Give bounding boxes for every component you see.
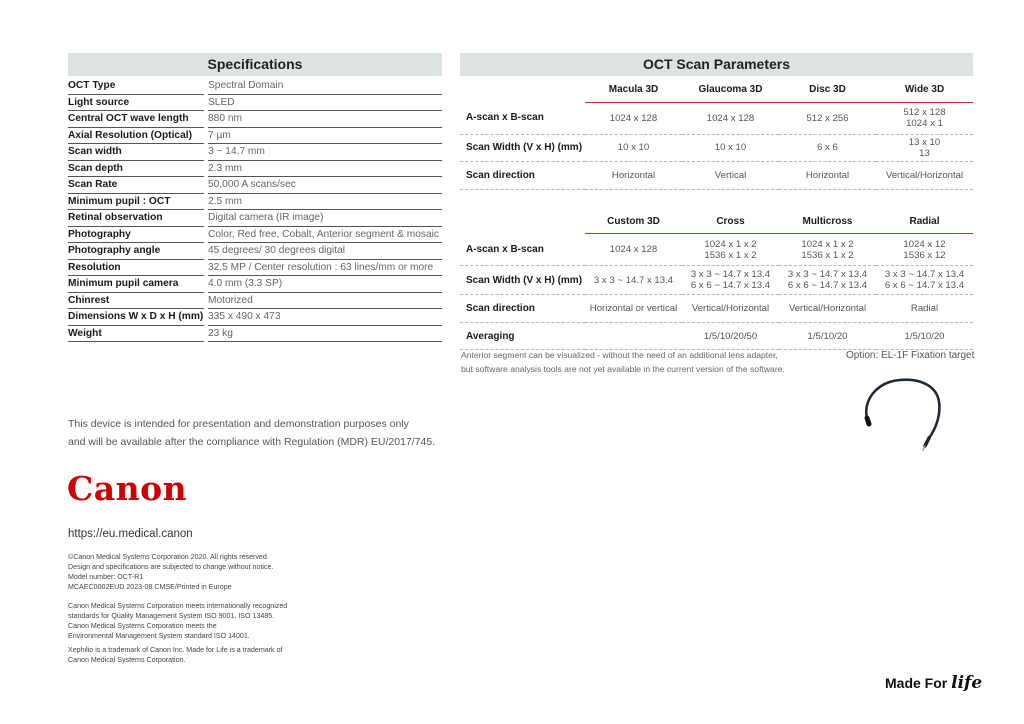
oct-table-line-scans (460, 210, 973, 351)
regulatory-disclaimer (68, 415, 435, 451)
row-label: Scan direction (460, 295, 585, 323)
table-row (460, 266, 973, 295)
iso-line: Canon Medical Systems Corporation meets the (68, 622, 217, 630)
cell-line: 3 x 3 ~ 14.7 x 13.4 (884, 269, 965, 280)
table-cell (585, 234, 682, 266)
tagline-life: life (951, 673, 983, 693)
spec-label: Axial Resolution (Optical) (68, 128, 204, 145)
anterior-segment-note (461, 349, 801, 376)
spec-value: 880 nm (208, 111, 442, 128)
cell-line: Vertical (714, 169, 747, 181)
spec-row (68, 227, 442, 244)
spec-value: Spectral Domain (208, 78, 442, 95)
table-cell (585, 134, 682, 161)
spec-label: Scan width (68, 144, 204, 161)
trademark-block (68, 645, 283, 665)
table-row (460, 161, 973, 189)
row-label: A-scan x B-scan (460, 102, 585, 134)
header-blank-cell (460, 210, 585, 234)
column-header: Glaucoma 3D (682, 78, 779, 102)
spec-value: 2.3 mm (208, 161, 442, 178)
spec-row (68, 293, 442, 310)
cell-line: 13 x 10 (908, 136, 941, 148)
column-header: Cross (682, 210, 779, 234)
spec-row (68, 128, 442, 145)
table-cell (779, 134, 876, 161)
cell-line: 6 x 6 ~ 14.7 x 13.4 (787, 280, 868, 291)
cell-line: 13 (919, 147, 930, 159)
spec-label: Retinal observation (68, 210, 204, 227)
canon-logo: Canon (67, 469, 188, 508)
cell-line: Horizontal or vertical (589, 303, 678, 314)
cell-line: 1/5/10/20/50 (703, 330, 758, 342)
copyright-line: ©Canon Medical Systems Corporation 2020. All rights reserved. (68, 553, 269, 561)
spec-label: Resolution (68, 260, 204, 277)
spec-value: 50,000 A scans/sec (208, 177, 442, 194)
cell-line: 1024 x 128 (609, 244, 658, 255)
note-line: Anterior segment can be visualized - without the need of an additional lens adapter, (461, 350, 778, 360)
spec-value: 7 µm (208, 128, 442, 145)
cell-line: 1024 x 1 x 2 (704, 238, 757, 250)
table-row (460, 134, 973, 161)
copyright-line: Model number: OCT-R1 (68, 573, 144, 581)
iso-line: standards for Quality Management System ISO 9001, ISO 13485. (68, 612, 275, 620)
oct-table-3d-scans (460, 78, 973, 190)
table-cell (682, 161, 779, 189)
table-cell (779, 323, 876, 350)
spec-label: Scan Rate (68, 177, 204, 194)
spec-value: Color, Red free, Cobalt, Anterior segment & mosaic (208, 227, 442, 244)
cell-line: 10 x 10 (617, 142, 650, 153)
row-label: Scan Width (V x H) (mm) (460, 134, 585, 161)
spec-label: Light source (68, 95, 204, 112)
spec-label: Photography angle (68, 243, 204, 260)
spec-label: Chinrest (68, 293, 204, 310)
cell-line: 3 x 3 ~ 14.7 x 13.4 (593, 274, 674, 286)
trademark-line: Canon Medical Systems Corporation. (68, 656, 186, 664)
column-header: Custom 3D (585, 210, 682, 234)
table-cell (682, 234, 779, 266)
specifications-list (68, 78, 442, 342)
made-for-life-tagline (885, 673, 982, 693)
disclaimer-line: and will be available after the compliance with Regulation (MDR) EU/2017/745. (68, 436, 436, 448)
header-blank-cell (460, 78, 585, 102)
copyright-block (68, 552, 273, 592)
table-cell (876, 266, 973, 295)
cell-line: 1024 x 128 (609, 112, 658, 124)
option-fixation-target: Option: EL-1F Fixation target (846, 350, 975, 361)
spec-label: Scan depth (68, 161, 204, 178)
cell-line: 1536 x 1 x 2 (704, 249, 757, 261)
table-header-row (460, 78, 973, 102)
cell-line: 3 x 3 ~ 14.7 x 13.4 (690, 269, 771, 280)
spec-value: SLED (208, 95, 442, 112)
copyright-line: Design and specifications are subjected to change without notice. (68, 563, 274, 571)
table-cell (682, 266, 779, 295)
cell-line: 10 x 10 (714, 142, 747, 153)
column-header: Radial (876, 210, 973, 234)
note-line: but software analysis tools are not yet available in the current version of the software. (461, 363, 785, 374)
copyright-line: MCAEC0002EUD 2023-08 CMSE/Printed in Europe (68, 583, 232, 591)
spec-row (68, 144, 442, 161)
spec-label: Weight (68, 326, 204, 343)
table-cell (779, 266, 876, 295)
table-cell (876, 323, 973, 350)
spec-row (68, 161, 442, 178)
cell-line: 3 x 3 ~ 14.7 x 13.4 (787, 269, 868, 280)
cell-line: 1536 x 1 x 2 (801, 249, 854, 261)
table-cell (682, 295, 779, 323)
cell-line: Vertical/Horizontal (885, 169, 964, 181)
spec-value: 4.0 mm (3.3 SP) (208, 276, 442, 293)
spec-value: 2.5 mm (208, 194, 442, 211)
specifications-title: Specifications (68, 53, 442, 76)
row-label: A-scan x B-scan (460, 234, 585, 266)
cell-line: 1024 x 1 x 2 (801, 238, 854, 250)
column-header: Wide 3D (876, 78, 973, 102)
cell-line: 6 x 6 ~ 14.7 x 13.4 (884, 280, 965, 291)
table-row (460, 102, 973, 134)
table-row (460, 295, 973, 323)
spec-row (68, 326, 442, 343)
cell-line: 512 x 128 (903, 107, 946, 118)
column-header: Disc 3D (779, 78, 876, 102)
iso-standards-block (68, 601, 287, 641)
spec-label: Minimum pupil : OCT (68, 194, 204, 211)
website-url[interactable]: https://eu.medical.canon (68, 528, 193, 540)
table-cell (779, 295, 876, 323)
oct-scan-parameters-section (460, 53, 973, 350)
table-cell (779, 161, 876, 189)
oct-scan-parameters-title: OCT Scan Parameters (460, 53, 973, 76)
specifications-section (68, 53, 442, 342)
cell-line: 6 x 6 (817, 142, 838, 153)
cell-line: 1024 x 12 (903, 238, 946, 250)
table-cell (682, 134, 779, 161)
cell-line: Horizontal (805, 169, 850, 181)
spec-value: 45 degrees/ 30 degrees digital (208, 243, 442, 260)
cell-line: 6 x 6 ~ 14.7 x 13.4 (690, 280, 771, 291)
spec-value: Digital camera (IR image) (208, 210, 442, 227)
cell-line: 1536 x 12 (903, 249, 946, 261)
spec-row (68, 260, 442, 277)
cell-line: 1/5/10/20 (807, 330, 848, 342)
spec-value: 23 kg (208, 326, 442, 343)
table-cell (779, 102, 876, 134)
cell-line: Vertical/Horizontal (691, 303, 770, 314)
spec-row (68, 78, 442, 95)
table-cell (876, 295, 973, 323)
table-cell (585, 295, 682, 323)
table-cell (779, 234, 876, 266)
spec-row (68, 276, 442, 293)
spec-label: Dimensions W x D x H (mm) (68, 309, 204, 326)
table-cell (876, 234, 973, 266)
cell-line: 512 x 256 (806, 112, 849, 124)
spec-value: Motorized (208, 293, 442, 310)
cell-line: Horizontal (611, 169, 656, 181)
trademark-line: Xephilio is a trademark of Canon Inc. Made for Life is a trademark of (68, 646, 283, 654)
row-label: Scan Width (V x H) (mm) (460, 266, 585, 295)
spec-row (68, 210, 442, 227)
cell-line: Radial (910, 303, 939, 314)
fixation-target-cable-image (855, 372, 950, 452)
table-cell (585, 102, 682, 134)
spec-row (68, 95, 442, 112)
row-label: Averaging (460, 323, 585, 350)
table-cell (585, 323, 682, 350)
row-label: Scan direction (460, 161, 585, 189)
table-cell (876, 161, 973, 189)
spec-value: 3 ~ 14.7 mm (208, 144, 442, 161)
table-cell (682, 102, 779, 134)
spec-row (68, 111, 442, 128)
spec-value: 335 x 490 x 473 (208, 309, 442, 326)
spec-row (68, 243, 442, 260)
column-header: Multicross (779, 210, 876, 234)
table-row (460, 323, 973, 350)
disclaimer-line: This device is intended for presentation and demonstration purposes only (68, 418, 409, 430)
cell-line: 1024 x 1 (906, 118, 943, 129)
table-row (460, 234, 973, 266)
spec-label: Minimum pupil camera (68, 276, 204, 293)
cell-line: 1/5/10/20 (904, 330, 945, 342)
cell-line: 1024 x 128 (706, 112, 755, 124)
tagline-made-for: Made For (885, 675, 952, 691)
table-cell (585, 161, 682, 189)
spec-label: Photography (68, 227, 204, 244)
table-cell (585, 266, 682, 295)
table-cell (876, 134, 973, 161)
cell-line: Vertical/Horizontal (788, 303, 867, 314)
spec-label: OCT Type (68, 78, 204, 95)
spec-row (68, 177, 442, 194)
table-header-row (460, 210, 973, 234)
iso-line: Canon Medical Systems Corporation meets internationally recognized (68, 602, 288, 610)
iso-line: Environmental Management System standard ISO 14001. (68, 632, 250, 640)
table-cell (876, 102, 973, 134)
spec-label: Central OCT wave length (68, 111, 204, 128)
spec-row (68, 194, 442, 211)
spec-row (68, 309, 442, 326)
table-cell (682, 323, 779, 350)
column-header: Macula 3D (585, 78, 682, 102)
spec-value: 32.5 MP / Center resolution : 63 lines/mm or more (208, 260, 442, 277)
